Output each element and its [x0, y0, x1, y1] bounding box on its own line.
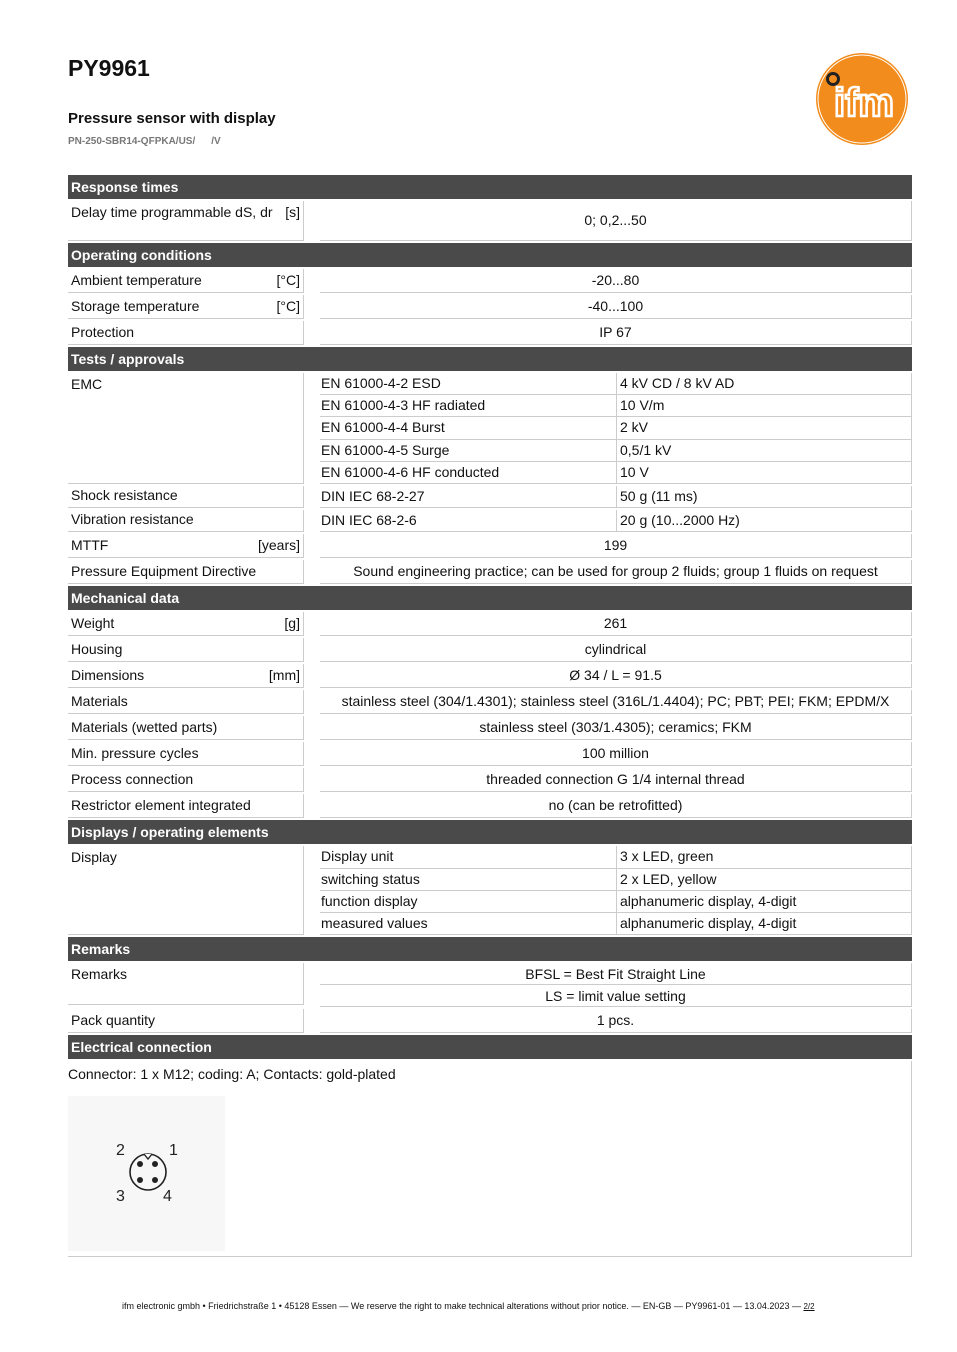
row-value: threaded connection G 1/4 internal thread [320, 768, 912, 792]
row-label: Process connection [71, 771, 194, 788]
article-code [68, 136, 221, 147]
remark-line: LS = limit value setting [320, 985, 912, 1007]
pin-label: 3 [116, 1188, 125, 1206]
display-label: Display [71, 849, 117, 866]
display-row [320, 869, 912, 891]
sub-value: alphanumeric display, 4-digit [617, 913, 912, 935]
shock-value: 50 g (11 ms) [617, 486, 912, 508]
product-subtitle: Pressure sensor with display [68, 110, 276, 127]
row-unit: [°C] [276, 298, 300, 314]
pin-label: 4 [163, 1188, 172, 1206]
sub-key: EN 61000-4-6 HF conducted [320, 462, 617, 484]
footer-text: ifm electronic gmbh • Friedrichstraße 1 • 45128 Essen — We reserve the right to make technical alterations without prior notice. — EN-GB — PY9961-01 — 13.04.2023 — [122, 1301, 804, 1311]
row-value: IP 67 [320, 321, 912, 345]
product-title: PY9961 [68, 55, 150, 81]
page-mark: 2/2 [803, 1302, 815, 1311]
mechanical-row [68, 664, 912, 688]
row-vibration [68, 510, 912, 532]
row-label: Storage temperature [71, 298, 200, 314]
row-label: Dimensions [71, 667, 145, 684]
logo-text: ifm [834, 81, 894, 125]
pin-2 [137, 1161, 143, 1167]
row-label: Protection [71, 324, 135, 340]
sub-value: 10 V [617, 462, 912, 484]
row-value: -40...100 [320, 295, 912, 319]
section-mechanical-data: Mechanical data [68, 586, 912, 610]
row-remarks [68, 963, 912, 1007]
mechanical-row [68, 690, 912, 714]
footer [122, 1301, 815, 1311]
connector-text: Connector: 1 x M12; coding: A; Contacts: gold-plated [68, 1066, 396, 1083]
vibration-value: 20 g (10...2000 Hz) [617, 510, 912, 532]
row-label: Housing [71, 641, 123, 658]
pin-label: 1 [169, 1142, 178, 1160]
row-delay-time [68, 201, 912, 241]
datasheet [68, 175, 912, 1257]
sub-key: EN 61000-4-5 Surge [320, 440, 617, 462]
sub-key: EN 61000-4-2 ESD [320, 373, 617, 395]
mechanical-row [68, 794, 912, 818]
row-unit: [°C] [276, 272, 300, 288]
row-value: Ø 34 / L = 91.5 [320, 664, 912, 688]
row-label: Materials (wetted parts) [71, 719, 218, 736]
row-value: stainless steel (303/1.4305); ceramics; FKM [320, 716, 912, 740]
connection-box [68, 1061, 912, 1257]
row-unit: [mm] [268, 667, 300, 684]
display-row [320, 891, 912, 913]
sub-value: 10 V/m [617, 395, 912, 417]
mechanical-row [68, 716, 912, 740]
row-value: 100 million [320, 742, 912, 766]
section-response-times: Response times [68, 175, 912, 199]
row-unit: [g] [284, 615, 300, 632]
section-remarks: Remarks [68, 937, 912, 961]
section-operating-conditions: Operating conditions [68, 243, 912, 267]
shock-label: Shock resistance [71, 487, 178, 503]
connector-diagram [68, 1096, 225, 1251]
remarks-label: Remarks [71, 966, 128, 983]
row-label: Min. pressure cycles [71, 745, 199, 762]
row-value: -20...80 [320, 269, 912, 293]
sub-key: EN 61000-4-4 Burst [320, 417, 617, 439]
row-value: 261 [320, 612, 912, 636]
operating-row [68, 321, 912, 345]
mttf-unit: [years] [257, 537, 300, 554]
ped-label: Pressure Equipment Directive [71, 563, 257, 580]
sub-key: function display [320, 891, 617, 913]
sub-value: 0,5/1 kV [617, 440, 912, 462]
article-code-suffix: /V [211, 136, 221, 147]
ifm-logo [815, 52, 909, 146]
row-label: Weight [71, 615, 115, 632]
emc-row [320, 373, 912, 395]
pack-value: 1 pcs. [320, 1009, 912, 1033]
sub-value: alphanumeric display, 4-digit [617, 891, 912, 913]
sub-value: 2 kV [617, 417, 912, 439]
mechanical-row [68, 638, 912, 662]
row-value: stainless steel (304/1.4301); stainless steel (316L/1.4404); PC; PBT; PEI; FKM; EPDM/X [320, 690, 912, 714]
section-displays: Displays / operating elements [68, 820, 912, 844]
mechanical-row [68, 742, 912, 766]
article-code-main: PN-250-SBR14-QFPKA/US/ [68, 136, 196, 147]
pin-3 [137, 1177, 143, 1183]
operating-row [68, 295, 912, 319]
remark-line: BFSL = Best Fit Straight Line [320, 963, 912, 985]
mttf-value: 199 [320, 534, 912, 558]
delay-unit: [s] [285, 204, 300, 220]
delay-label: Delay time programmable dS, dr [71, 204, 273, 220]
shock-standard: DIN IEC 68-2-27 [320, 486, 617, 508]
emc-row [320, 395, 912, 417]
pin-1 [152, 1161, 158, 1167]
emc-row [320, 417, 912, 439]
mechanical-row [68, 612, 912, 636]
emc-label: EMC [71, 376, 103, 392]
emc-row [320, 462, 912, 484]
section-electrical-connection: Electrical connection [68, 1035, 912, 1059]
vibration-label: Vibration resistance [71, 511, 194, 528]
ped-value: Sound engineering practice; can be used for group 2 fluids; group 1 fluids on request [320, 560, 912, 584]
pin-4 [152, 1177, 158, 1183]
pack-label: Pack quantity [71, 1012, 156, 1029]
mechanical-row [68, 768, 912, 792]
row-label: Restrictor element integrated [71, 797, 251, 814]
section-tests-approvals: Tests / approvals [68, 347, 912, 371]
sub-value: 4 kV CD / 8 kV AD [617, 373, 912, 395]
display-row [320, 913, 912, 935]
delay-value: 0; 0,2...50 [320, 201, 912, 241]
sub-value: 3 x LED, green [617, 846, 912, 868]
pin-label: 2 [116, 1142, 125, 1160]
row-emc [68, 373, 912, 484]
row-label: Ambient temperature [71, 272, 202, 288]
sub-key: EN 61000-4-3 HF radiated [320, 395, 617, 417]
row-value: no (can be retrofitted) [320, 794, 912, 818]
vibration-standard: DIN IEC 68-2-6 [320, 510, 617, 532]
emc-row [320, 440, 912, 462]
row-ped [68, 560, 912, 584]
mttf-label: MTTF [71, 537, 109, 554]
display-row [320, 846, 912, 868]
sub-key: measured values [320, 913, 617, 935]
row-label: Materials [71, 693, 128, 710]
sub-key: Display unit [320, 846, 617, 868]
row-pack-quantity [68, 1009, 912, 1033]
sub-value: 2 x LED, yellow [617, 869, 912, 891]
operating-row [68, 269, 912, 293]
row-shock [68, 486, 912, 508]
row-mttf [68, 534, 912, 558]
row-display [68, 846, 912, 935]
row-value: cylindrical [320, 638, 912, 662]
sub-key: switching status [320, 869, 617, 891]
